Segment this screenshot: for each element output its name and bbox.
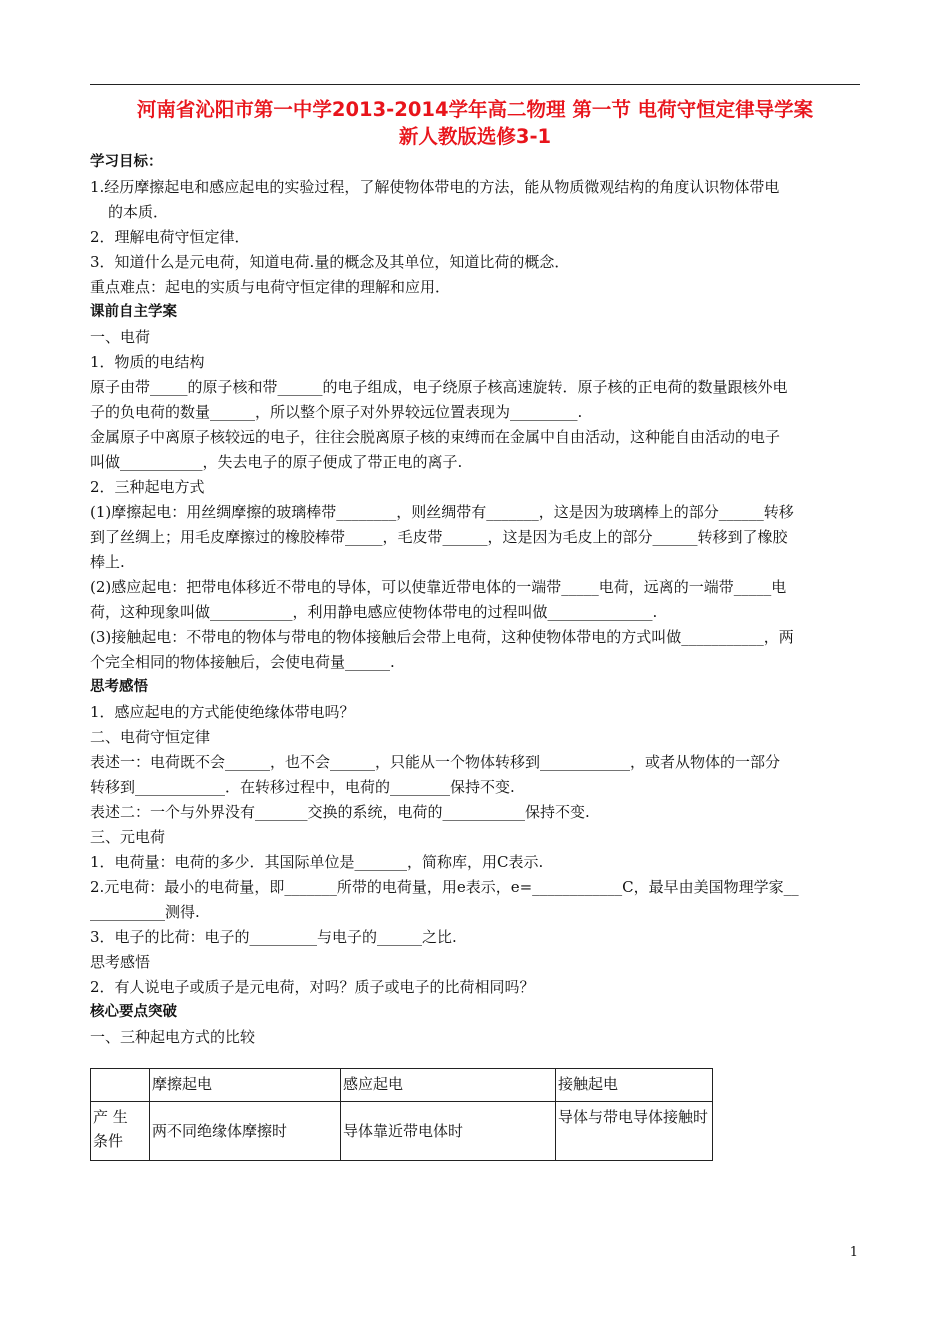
table-row [91, 1102, 713, 1161]
text-line: (1)摩擦起电：用丝绸摩擦的玻璃棒带________，则丝绸带有_______，这是因为玻璃棒上的部分______转移 [90, 503, 794, 521]
comparison-table [90, 1068, 713, 1161]
table-header-cell: 感应起电 [341, 1069, 556, 1102]
table-cell: 两不同绝缘体摩擦时 [150, 1102, 341, 1161]
table-cell: 产 生 条件 [91, 1102, 150, 1161]
text-line: 原子由带_____的原子核和带______的电子组成，电子绕原子核高速旋转．原子核的正电荷的数量跟核外电 [90, 378, 788, 396]
text-line: 2．三种起电方式 [90, 478, 205, 496]
section-heading: 思考感悟 [90, 679, 148, 695]
table-cell: 导体靠近带电体时 [341, 1102, 556, 1161]
text-line: 二、电荷守恒定律 [90, 728, 211, 746]
text-line: 重点难点：起电的实质与电荷守恒定律的理解和应用． [90, 278, 451, 296]
document-title-line2: 新人教版选修3-1 [398, 125, 552, 148]
text-line: 转移到____________．在转移过程中，电荷的________保持不变. [90, 778, 515, 796]
header-rule [90, 84, 860, 85]
text-line: 1．感应起电的方式能使绝缘体带电吗？ [90, 703, 355, 721]
text-line: 子的负电荷的数量______，所以整个原子对外界较远位置表现为_________. [90, 403, 583, 421]
text-line: 1.经历摩擦起电和感应起电的实验过程，了解使物体带电的方法，能从物质微观结构的角度认识物体带电 [90, 178, 780, 196]
table-header-cell: 接触起电 [556, 1069, 713, 1102]
page-number: 1 [849, 1245, 858, 1260]
table-header-row [91, 1069, 713, 1102]
text-line: (3)接触起电：不带电的物体与带电的物体接触后会带上电荷，这种使物体带电的方式叫做___________，两 [90, 628, 794, 646]
text-line: 叫做___________，失去电子的原子便成了带正电的离子. [90, 453, 463, 471]
text-line: 棒上. [90, 553, 125, 571]
text-line: __________测得. [90, 903, 200, 921]
text-line: 的本质． [108, 203, 169, 221]
text-line: 表述二：一个与外界没有_______交换的系统，电荷的___________保持不变. [90, 803, 590, 821]
text-line: (2)感应起电：把带电体移近不带电的导体，可以使靠近带电体的一端带_____电荷，远离的一端带_____电 [90, 578, 787, 596]
text-line: 1．物质的电结构 [90, 353, 205, 371]
text-line: 到了丝绸上；用毛皮摩擦过的橡胶棒带_____，毛皮带______，这是因为毛皮上的部分______转移到了橡胶 [90, 528, 788, 546]
text-line: 3．电子的比荷：电子的_________与电子的______之比. [90, 928, 457, 946]
document-body [90, 150, 865, 1050]
text-line: 荷，这种现象叫做___________，利用静电感应使物体带电的过程叫做______________. [90, 603, 658, 621]
text-line: 一、电荷 [90, 328, 151, 346]
table-header-cell [91, 1069, 150, 1102]
text-line: 个完全相同的物体接触后，会使电荷量______. [90, 653, 395, 671]
text-line: 2.元电荷：最小的电荷量，即_______所带的电荷量，用e表示，e=____________C，最早由美国物理学家__ [90, 878, 799, 896]
text-line: 一、三种起电方式的比较 [90, 1028, 256, 1046]
text-line: 2．有人说电子或质子是元电荷，对吗？质子或电子的比荷相同吗？ [90, 978, 535, 996]
text-line: 思考感悟 [90, 953, 151, 971]
table-header-cell: 摩擦起电 [150, 1069, 341, 1102]
document-title-line1: 河南省沁阳市第一中学2013-2014学年高二物理 第一节 电荷守恒定律导学案 [136, 98, 814, 121]
text-line: 金属原子中离原子核较远的电子，往往会脱离原子核的束缚而在金属中自由活动，这种能自由活动的电子 [90, 428, 781, 446]
text-line: 三、元电荷 [90, 828, 166, 846]
section-heading: 核心要点突破 [90, 1004, 177, 1020]
text-line: 1．电荷量：电荷的多少．其国际单位是_______，简称库，用C表示. [90, 853, 544, 871]
section-heading: 课前自主学案 [90, 304, 177, 320]
text-line: 2．理解电荷守恒定律． [90, 228, 250, 246]
text-line: 3．知道什么是元电荷，知道电荷.量的概念及其单位，知道比荷的概念． [90, 253, 570, 271]
table-cell: 导体与带电导体接触时 [556, 1102, 713, 1161]
text-line: 表述一：电荷既不会______，也不会______，只能从一个物体转移到____________，或者从物体的一部分 [90, 753, 781, 771]
section-heading: 学习目标： [90, 154, 163, 170]
